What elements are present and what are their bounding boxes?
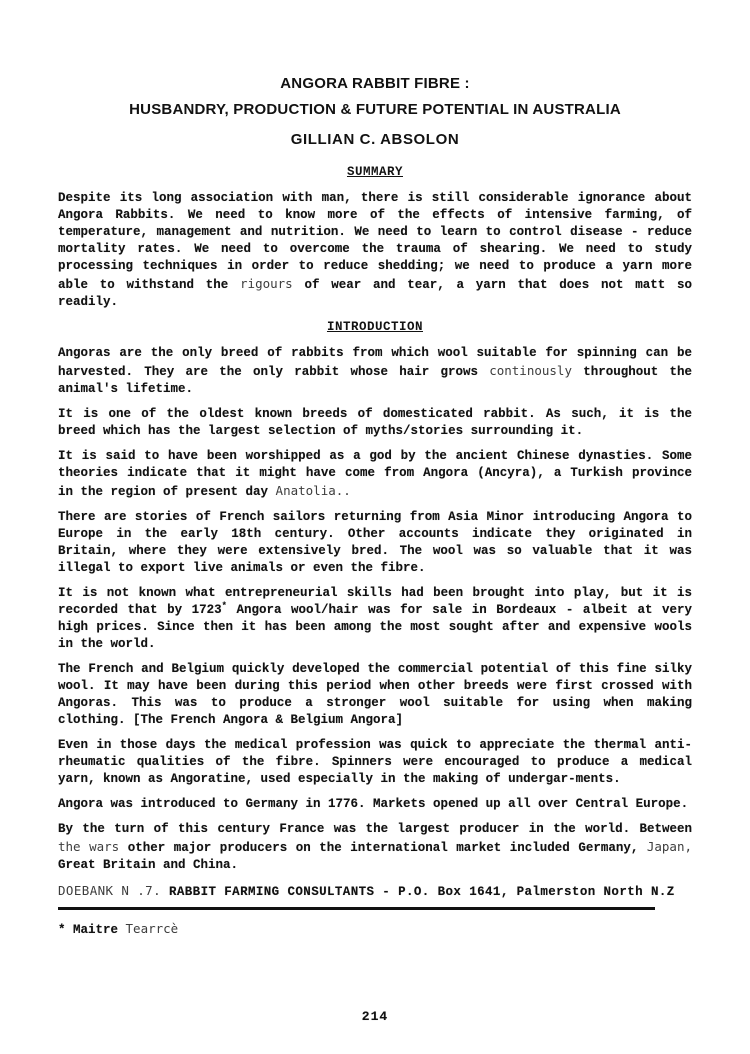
title-block xyxy=(58,76,692,148)
intro-paragraph-9: By the turn of this century France was the largest producer in the world. Between the wars other major producers on the international market included Germany, Japan, Great Britain and China. xyxy=(58,822,692,872)
article-title-line-2: HUSBANDRY, PRODUCTION & FUTURE POTENTIAL IN AUSTRALIA xyxy=(129,101,621,118)
summary-heading: SUMMARY xyxy=(346,165,403,179)
summary-paragraph: Despite its long association with man, there is still considerable ignorance about Angora Rabbits. We need to know more of the effects of intensive farming, of temperature, management and nutrition. We need to learn to control disease - reduce mortality rates. We need to overcome the trauma of shearing. We need to study processing techniques in order to reduce shedding; we need to produce a yarn more able to withstand the rigours of wear and tear, a yarn that does not matt so readily. xyxy=(58,191,693,309)
article-author: GILLIAN C. ABSOLON xyxy=(290,131,460,148)
intro-paragraph-1: Angoras are the only breed of rabbits from which wool suitable for spinning can be harvested. They are the only rabbit whose hair grows continously throughout the animal's lifetime. xyxy=(58,346,692,396)
intro-paragraph-6: The French and Belgium quickly developed the commercial potential of this fine silky wool. It may have been during this period when other breeds were first crossed with Angoras. This was to produce a stronger wool suitable for using when making clothing. [The French Angora & Belgium Angora] xyxy=(58,662,692,727)
intro-paragraph-7: Even in those days the medical profession was quick to appreciate the thermal anti-rheumatic qualities of the fibre. Spinners were encouraged to produce a medical yarn, known as Angoratine, used especially in the making of undergar-ments. xyxy=(58,738,692,786)
intro-paragraph-4: There are stories of French sailors returning from Asia Minor introducing Angora to Europe in the early 18th century. Other accounts indicate they originated in Britain, where they were extensively bred. The wool was so valuable that it was illegal to export live animals or even the fibre. xyxy=(58,510,692,575)
intro-paragraph-2: It is one of the oldest known breeds of domesticated rabbit. As such, it is the breed which has the largest selection of myths/stories surrounding it. xyxy=(58,407,692,438)
page-number: 214 xyxy=(361,1009,389,1024)
article-title-line-1: ANGORA RABBIT FIBRE : xyxy=(280,75,470,92)
footnote: * Maitre Tearrcè xyxy=(58,921,179,937)
intro-paragraph-3: It is said to have been worshipped as a god by the ancient Chinese dynasties. Some theories indicate that it might have come from Angora (Ancyra), a Turkish province in the region of present day Anatolia.. xyxy=(58,449,692,499)
footnote-divider-rule xyxy=(58,907,655,910)
introduction-heading: INTRODUCTION xyxy=(326,320,423,334)
intro-paragraph-8: Angora was introduced to Germany in 1776. Markets opened up all over Central Europe. xyxy=(58,797,689,811)
consultants-footer-line: DOEBANK N .7. RABBIT FARMING CONSULTANTS - P.O. Box 1641, Palmerston North N.Z xyxy=(58,883,675,899)
intro-paragraph-5: It is not known what entrepreneurial skills had been brought into play, but it is recorded that by 1723* Angora wool/hair was for sale in Bordeaux - albeit at very high prices. Since then it has been among the most sought after and expensive wools in the world. xyxy=(58,586,693,651)
